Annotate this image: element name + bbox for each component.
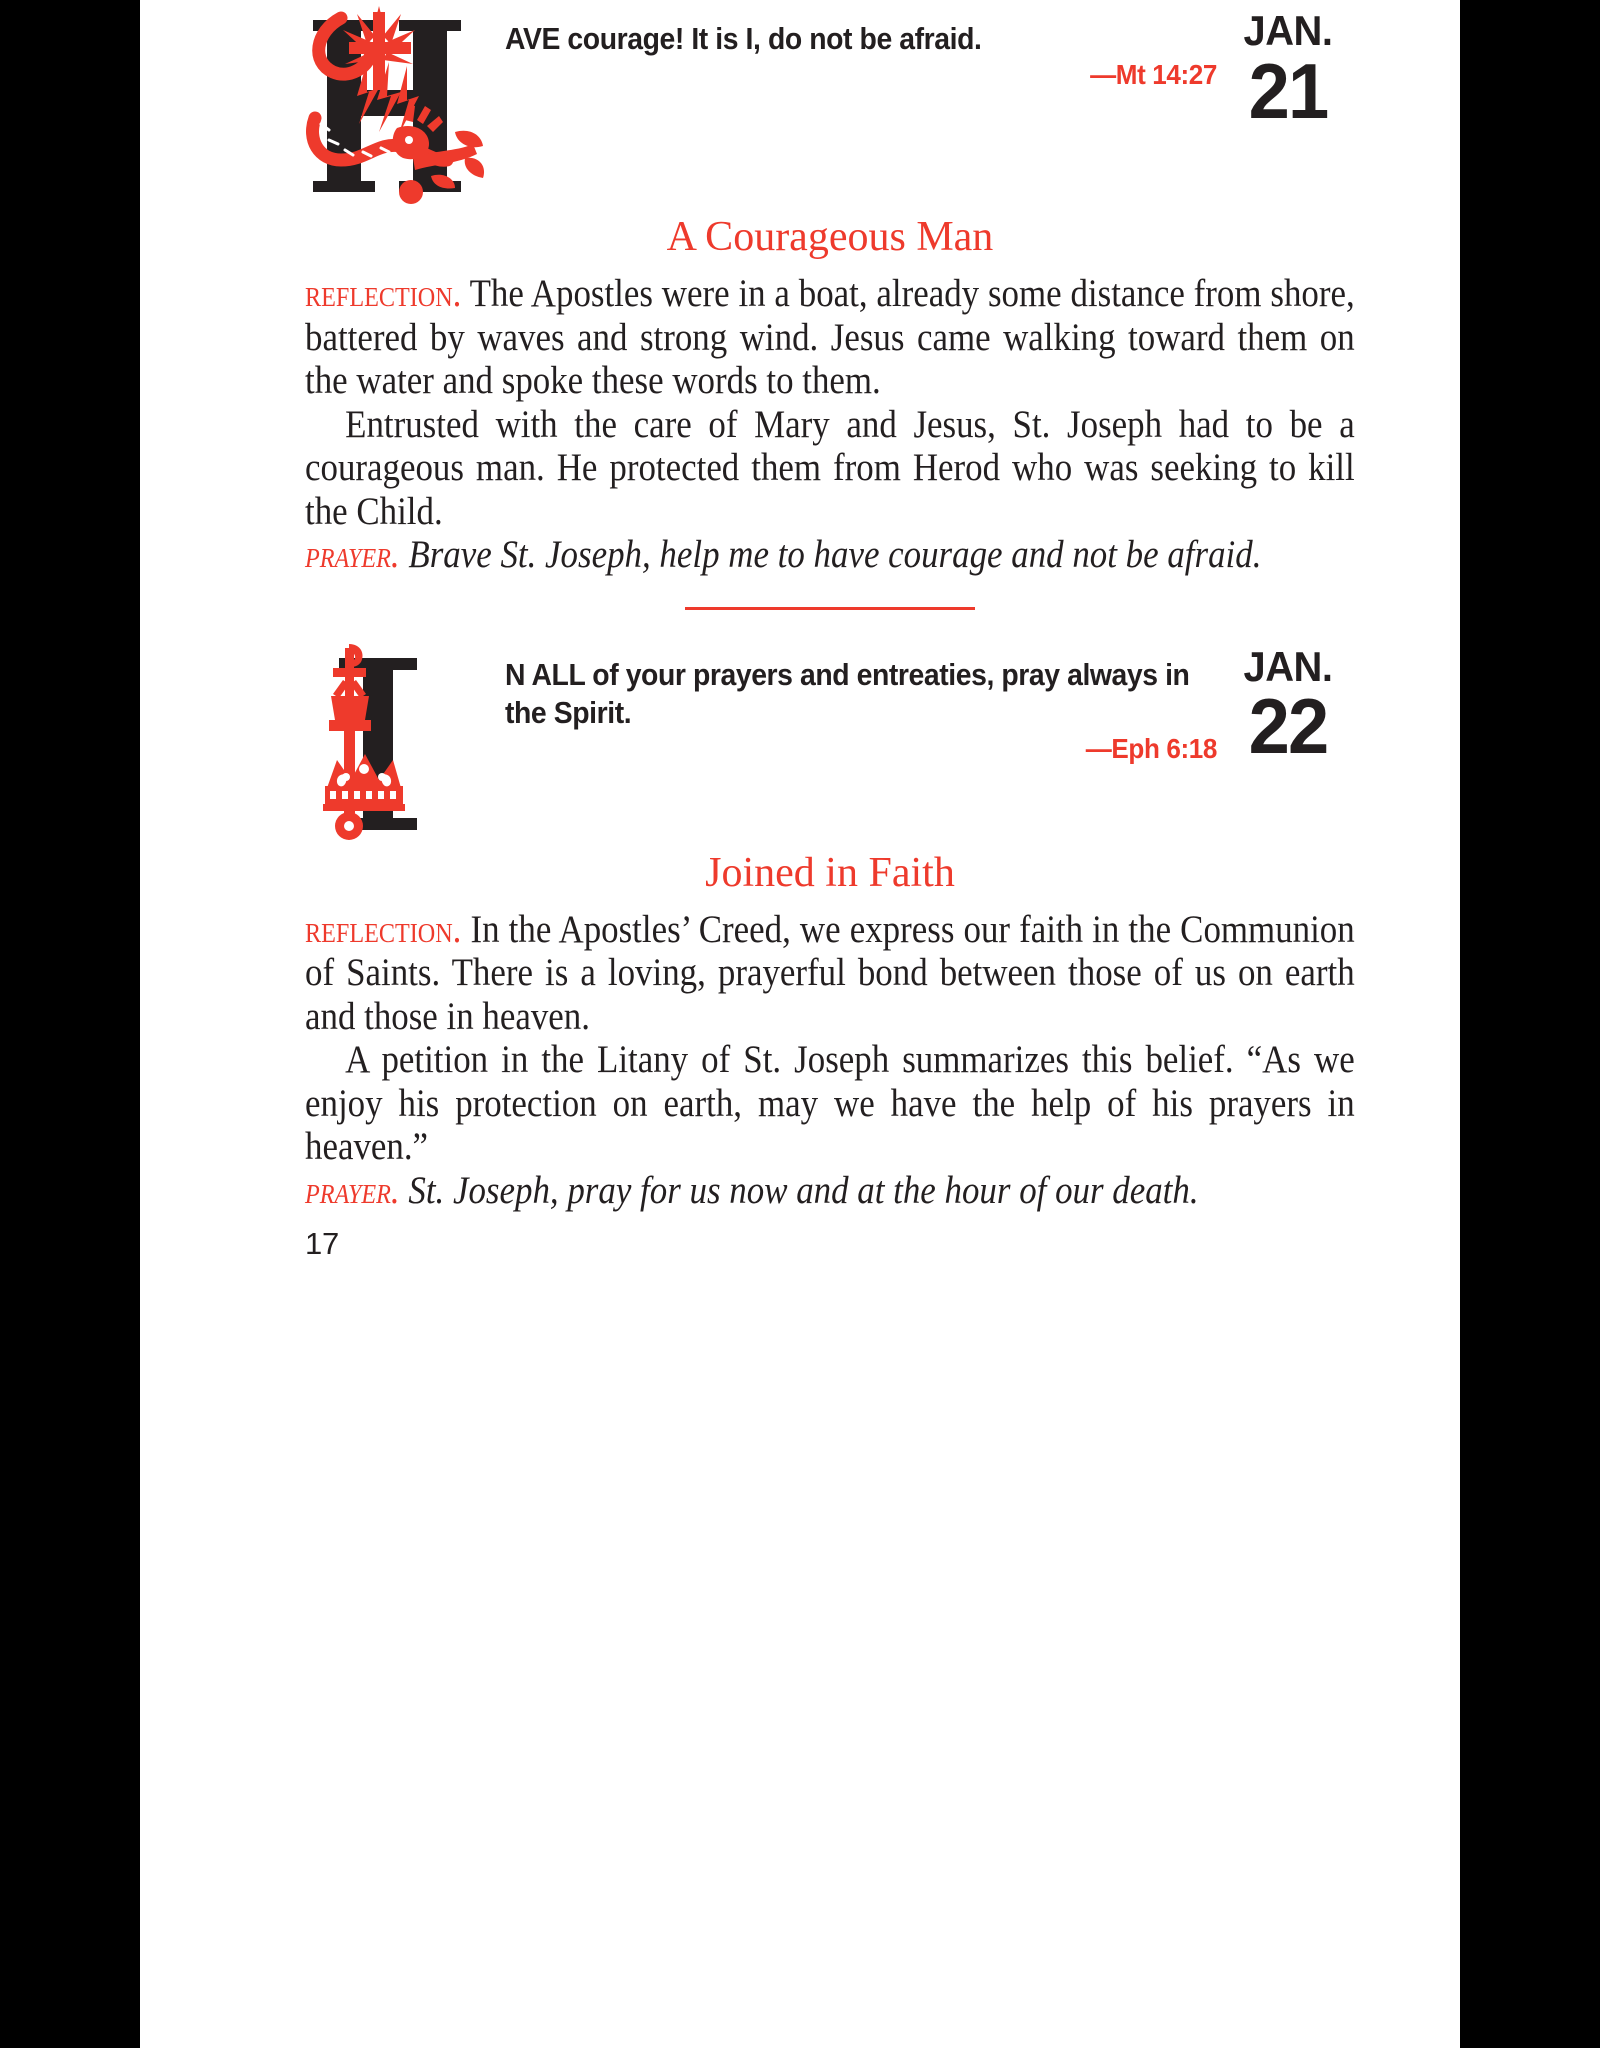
prayer-label: prayer. <box>305 533 400 577</box>
reflection-text: The Apostles were in a boat, already some distance from shore, battered by waves and strong wind. Jesus came walking toward them on the water and spoke these words to them. <box>305 272 1355 403</box>
reflection-paragraph <box>305 908 1355 1038</box>
reflection-text: A petition in the Litany of St. Joseph summarizes this belief. “As we enjoy his protection on earth, may we have the help of his prayers in heaven.” <box>305 1038 1355 1169</box>
date-month: JAN. <box>1243 642 1333 690</box>
verse-text: N ALL of your prayers and entreaties, pray always in the Spirit. <box>505 657 1190 731</box>
prayer-text: Brave St. Joseph, help me to have courage and not be afraid. <box>408 533 1262 577</box>
date-day: 22 <box>1248 682 1328 771</box>
reflection-paragraph <box>305 1038 1355 1168</box>
prayer-text: St. Joseph, pray for us now and at the hour of our death. <box>408 1168 1199 1212</box>
reflection-paragraph <box>305 403 1355 533</box>
illuminated-initial-h-icon <box>305 0 490 205</box>
verse-block-jan-21 <box>505 0 1217 91</box>
entry-divider <box>685 607 975 610</box>
verse-block-jan-22 <box>505 636 1217 765</box>
scripture-citation: —Mt 14:27 <box>1090 58 1217 90</box>
entry-title-jan-22: Joined in Faith <box>705 849 955 896</box>
reflection-label: reflection. <box>305 907 462 951</box>
scripture-citation: —Eph 6:18 <box>1085 733 1217 765</box>
prayer-paragraph <box>305 1169 1355 1212</box>
prayer-paragraph <box>305 533 1355 576</box>
prayer-label: prayer. <box>305 1168 400 1212</box>
reflection-label: reflection. <box>305 272 462 316</box>
illuminated-initial-i-icon <box>305 636 490 841</box>
reflection-text: In the Apostles’ Creed, we express our faith in the Communion of Saints. There is a loving, prayerful bond between those of us on earth and those in heaven. <box>305 907 1355 1038</box>
date-block-jan-22 <box>1213 642 1363 771</box>
entry-title-jan-21: A Courageous Man <box>666 214 994 260</box>
book-page <box>140 0 1460 2048</box>
date-block-jan-21 <box>1213 7 1363 135</box>
page-number: 17 <box>305 1226 339 1262</box>
verse-text: AVE courage! It is I, do not be afraid. <box>505 22 982 56</box>
reflection-text: Entrusted with the care of Mary and Jesus, St. Joseph had to be a courageous man. He protected them from Herod who was seeking to kill the Child. <box>305 402 1355 533</box>
entry-header-jan-21 <box>305 0 1355 200</box>
entry-header-jan-22 <box>305 636 1355 836</box>
page-content <box>305 0 1355 1262</box>
date-day: 21 <box>1248 46 1328 135</box>
reflection-paragraph <box>305 272 1355 402</box>
date-month: JAN. <box>1243 7 1333 54</box>
